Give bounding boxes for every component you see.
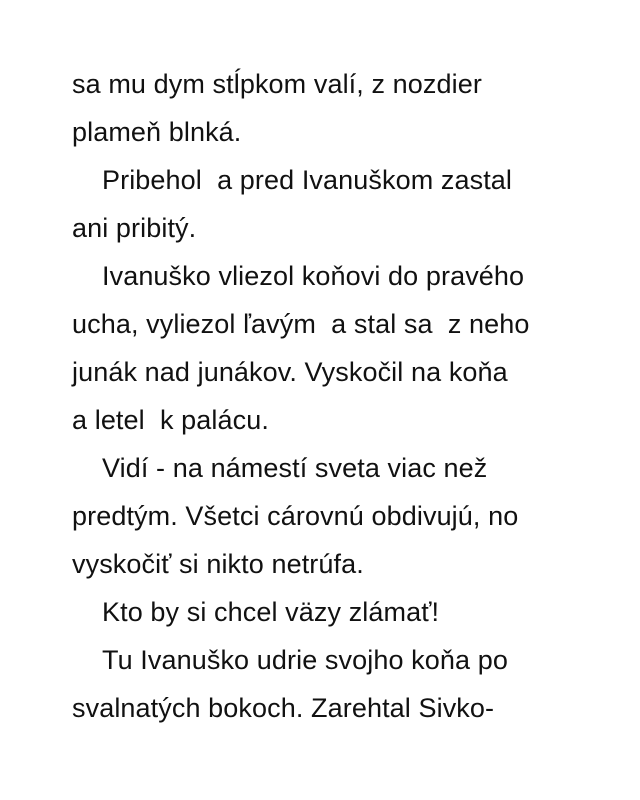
text-line: Tu Ivanuško udrie svojho koňa po: [102, 645, 508, 675]
text-line: Pribehol a pred Ivanuškom zastal: [102, 165, 513, 195]
text-line: junák nad junákov. Vyskočil na koňa: [72, 357, 508, 387]
text-line: ani pribitý.: [72, 213, 197, 243]
text-line: Ivanuško vliezol koňovi do pravého: [102, 261, 525, 291]
text-line: svalnatých bokoch. Zarehtal Sivko-: [72, 693, 495, 723]
text-line: ucha, vyliezol ľavým a stal sa z neho: [72, 309, 530, 339]
text-line: a letel k palácu.: [72, 405, 269, 435]
text-line: Kto by si chcel väzy zlámať!: [102, 597, 440, 627]
text-line: vyskočiť si nikto netrúfa.: [72, 549, 364, 579]
text-line: Vidí - na námestí sveta viac než: [102, 453, 488, 483]
story-text: [72, 60, 612, 732]
text-line: predtým. Všetci cárovnú obdivujú, no: [72, 501, 519, 531]
text-line: plameň blnká.: [72, 117, 242, 147]
text-line: sa mu dym stĺpkom valí, z nozdier: [72, 69, 482, 99]
